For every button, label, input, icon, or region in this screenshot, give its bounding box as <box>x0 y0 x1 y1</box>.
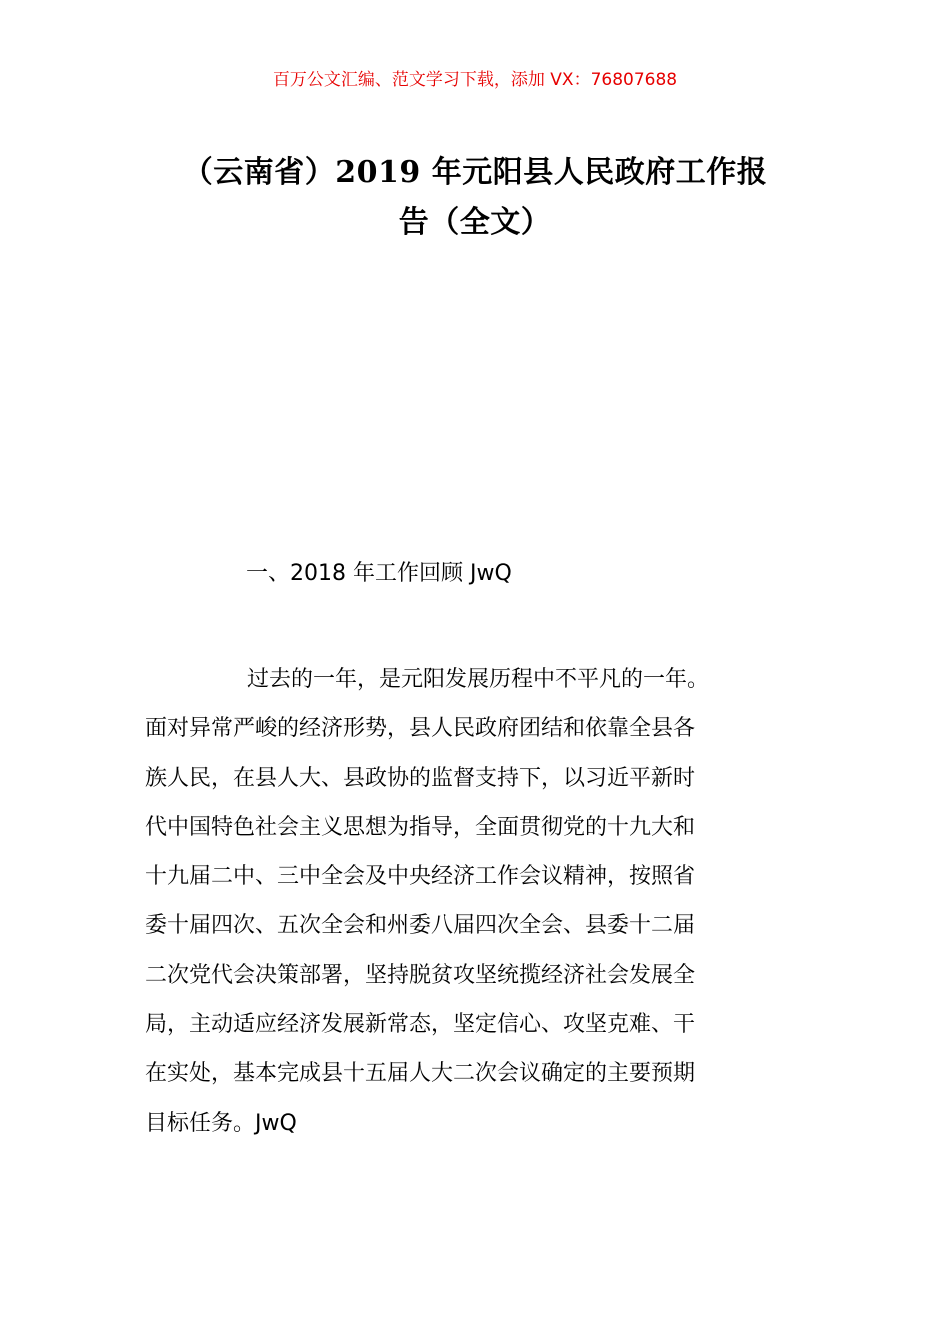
title-line-2: 告（全文） <box>398 205 552 240</box>
paragraph-line: 面对异常严峻的经济形势，县人民政府团结和依靠全县各 <box>145 716 696 742</box>
body-paragraph <box>145 655 810 1148</box>
paragraph-line: 十九届二中、三中全会及中央经济工作会议精神，按照省 <box>145 864 696 890</box>
paragraph-line: 在实处，基本完成县十五届人大二次会议确定的主要预期 <box>145 1061 696 1087</box>
document-title <box>130 148 820 248</box>
paragraph-line: 代中国特色社会主义思想为指导，全面贯彻党的十九大和 <box>145 814 696 840</box>
paragraph-line: 过去的一年，是元阳发展历程中不平凡的一年。 <box>247 667 710 692</box>
paragraph-line: 目标任务。JwQ <box>145 1110 297 1136</box>
paragraph-line: 二次党代会决策部署，坚持脱贫攻坚统揽经济社会发展全 <box>145 962 696 988</box>
paragraph-line: 族人民，在县人大、县政协的监督支持下，以习近平新时 <box>145 765 696 791</box>
paragraph-line: 委十届四次、五次全会和州委八届四次全会、县委十二届 <box>145 913 696 939</box>
header-note: 百万公文汇编、范文学习下载，添加 VX：76807688 <box>272 70 678 90</box>
paragraph-line: 局，主动适应经济发展新常态，坚定信心、攻坚克难、干 <box>145 1012 696 1038</box>
section-heading: 一、2018 年工作回顾 JwQ <box>246 561 512 586</box>
title-line-1: （云南省）2019 年元阳县人民政府工作报 <box>182 155 768 190</box>
